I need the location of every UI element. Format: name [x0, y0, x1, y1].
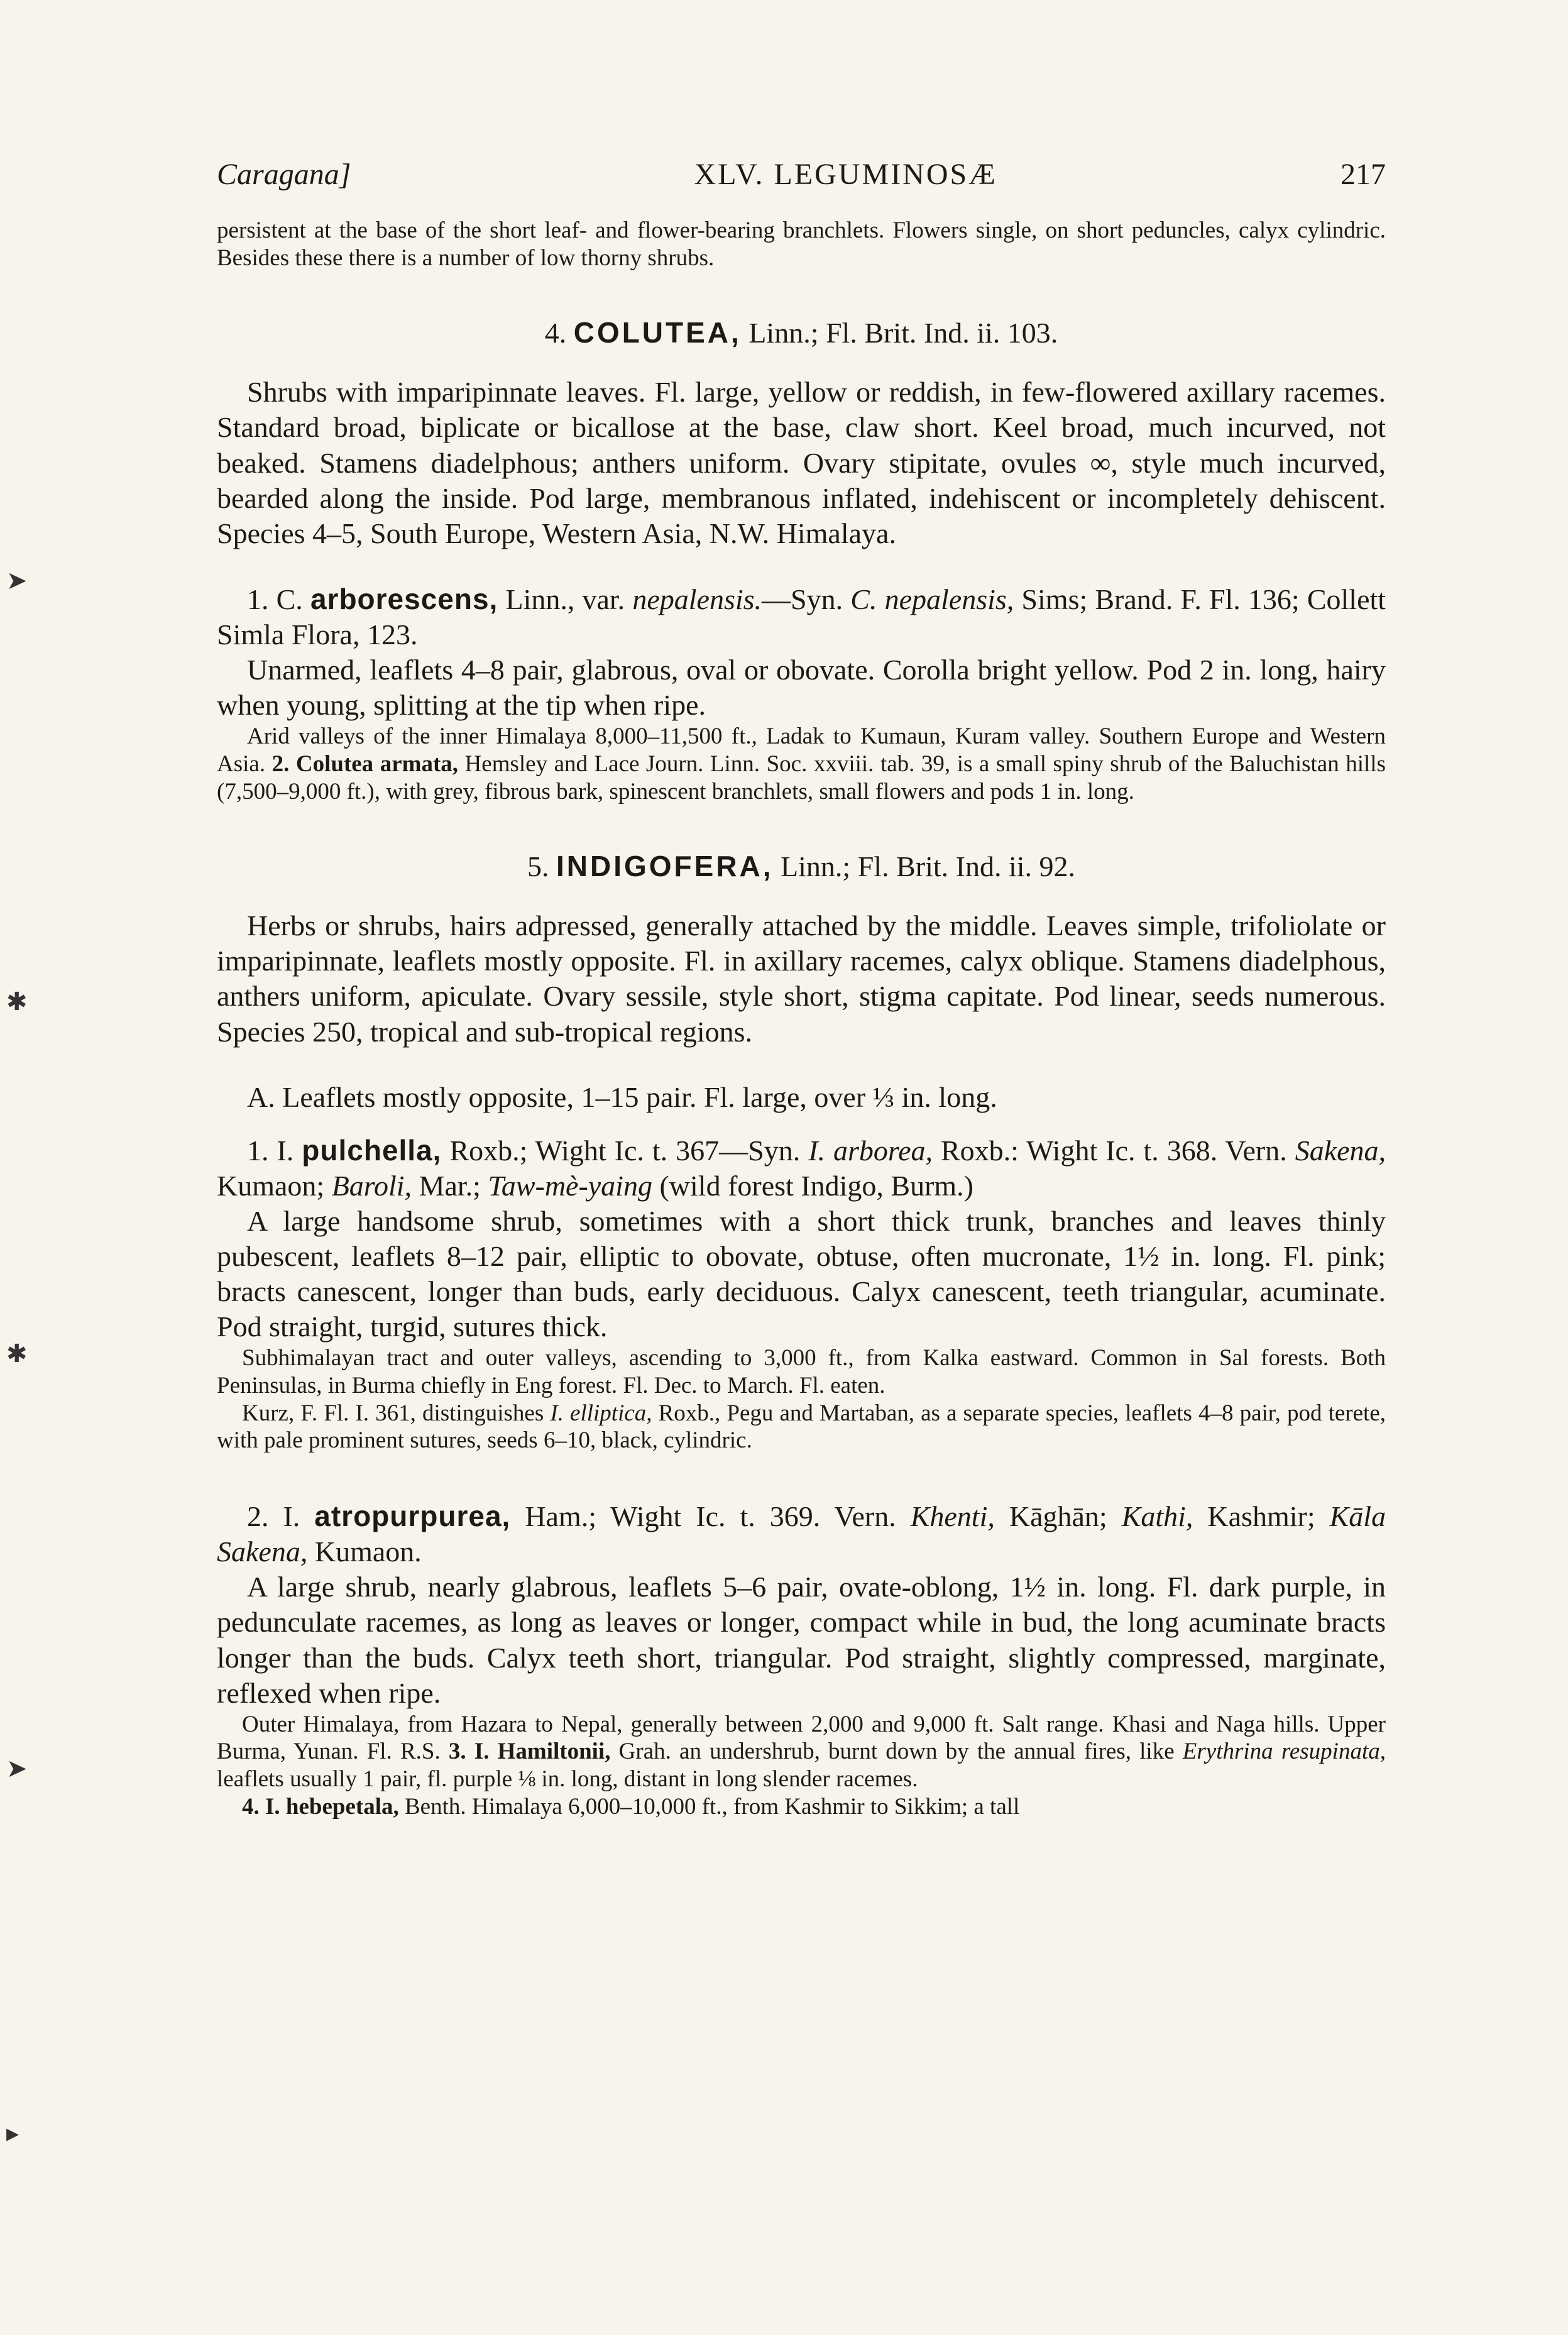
genus-reference: Linn.; Fl. Brit. Ind. ii. 92. — [781, 850, 1076, 883]
genus-heading-colutea — [217, 316, 1386, 349]
species-note — [217, 1711, 1386, 1793]
genus-name: COLUTEA, — [573, 316, 742, 349]
genus-name: INDIGOFERA, — [556, 850, 774, 883]
vernacular-name: Baroli, — [331, 1169, 412, 1202]
vernacular-name: Sakena, — [1295, 1134, 1386, 1167]
note-species-name: 3. I. Hamiltonii, — [448, 1739, 611, 1765]
note-species-name: I. elliptica, — [550, 1400, 652, 1426]
species-note — [217, 723, 1386, 805]
species-name: pulchella, — [302, 1133, 442, 1167]
species-number: 1. I. — [247, 1134, 294, 1167]
note-species-name: 4. I. hebepetala, — [242, 1793, 399, 1820]
genus-heading-indigofera — [217, 849, 1386, 883]
species-note — [217, 1400, 1386, 1454]
vernacular-name: Khenti, — [910, 1500, 995, 1533]
key-heading: A. Leaflets mostly opposite, 1–15 pair. Fl. large, over ⅓ in. long. — [247, 1080, 997, 1113]
running-header — [217, 157, 1386, 192]
note-text: leaflets usually 1 pair, fl. purple ⅛ in. long, distant in long slender racemes. — [217, 1766, 918, 1793]
note-text: Hemsley and Lace Journ. Linn. Soc. xxviii. tab. 39, is a small spiny shrub of the Baluchistan hills (7,500–9,000 ft.), with grey, fibrous bark, spinescent branchlets, small flowers and pods 1 in. long. — [217, 750, 1386, 805]
species-authority: Roxb.; Wight Ic. t. 367—Syn. — [449, 1134, 801, 1167]
species-description: Unarmed, leaflets 4–8 pair, glabrous, oval or obovate. Corolla bright yellow. Pod 2 in. long, hairy when young, splitting at the tip when ripe. — [217, 654, 1386, 722]
species-number: 1. C. — [247, 583, 303, 615]
species-authority: Ham.; Wight Ic. t. 369. Vern. — [525, 1500, 896, 1533]
genus-description-colutea: Shrubs with imparipinnate leaves. Fl. large, yellow or reddish, in few-flowered axillary racemes. Standard broad, biplicate or bicallose at the base, claw short. Keel broad, much incurved, not beaked. Stamens diadelphous; anthers uniform. Ovary stipitate, ovules ∞, style much incurved, bearded along the inside. Pod large, membranous inflated, indehiscent or incompletely dehiscent. Species 4–5, South Europe, Western Asia, N.W. Himalaya. — [217, 376, 1386, 549]
note-text: Kurz, F. Fl. I. 361, distinguishes — [242, 1400, 551, 1426]
synonym-name: C. nepalensis, — [850, 583, 1014, 615]
margin-mark-4: ➤ — [6, 1754, 28, 1783]
species-name: arborescens, — [310, 582, 498, 615]
header-title: XLV. LEGUMINOSÆ — [694, 158, 997, 191]
vernacular-name: Kathi, — [1121, 1500, 1193, 1533]
species-variety: nepalensis. — [632, 583, 762, 615]
synonym-references: Sims; Brand. F. Fl. 136; Collett Simla Flora, 123. — [217, 583, 1386, 651]
synonym-name: I. arborea, — [808, 1134, 933, 1167]
genus-description-indigofera: Herbs or shrubs, hairs adpressed, generally attached by the middle. Leaves simple, trifoliolate or imparipinnate, leaflets mostly opposite. Fl. in axillary racemes, calyx oblique. Stamens diadelphous, anthers uniform, apiculate. Ovary sessile, style short, stigma capitate. Pod linear, seeds numerous. Species 250, tropical and sub-tropical regions. — [217, 909, 1386, 1048]
genus-number: 5. — [527, 850, 549, 883]
species-note: Subhimalayan tract and outer valleys, ascending to 3,000 ft., from Kalka eastward. Common in Sal forests. Both Peninsulas, in Burma chiefly in Eng forest. Fl. Dec. to March. Fl. eaten. — [217, 1345, 1386, 1399]
margin-mark-2: ✱ — [6, 987, 28, 1016]
note-text: Outer Himalaya, from Hazara to Nepal, generally between 2,000 and 9,000 ft. Salt range. Khasi and Naga hills. Upper Burma, Yunan. Fl. R.S. — [217, 1711, 1386, 1765]
species-note — [217, 1793, 1386, 1821]
note-text: Arid valleys of the inner Himalaya 8,000–11,500 ft., Ladak to Kumaun, Kuram valley. Southern Europe and Western Asia. — [217, 723, 1386, 777]
note-species-name: Erythrina resupinata, — [1182, 1739, 1386, 1765]
page — [217, 157, 1386, 1820]
synonym-references: Roxb.: Wight Ic. t. 368. Vern. — [941, 1134, 1287, 1167]
vernacular-region: Kashmir; — [1207, 1500, 1315, 1533]
species-description: A large shrub, nearly glabrous, leaflets 5–6 pair, ovate-oblong, 1½ in. long. Fl. dark purple, in pedunculate racemes, as long as leaves or longer, compact while in bud, the long acuminate bracts longer than the buds. Calyx teeth short, triangular. Pod straight, slightly compressed, marginate, reflexed when ripe. — [217, 1571, 1386, 1709]
vernacular-region: Kumaon; — [217, 1169, 325, 1202]
page-number: 217 — [1340, 158, 1386, 191]
note-text: Grah. an undershrub, burnt down by the annual fires, like — [610, 1739, 1183, 1765]
margin-mark-1: ➤ — [6, 566, 28, 595]
genus-number: 4. — [544, 317, 567, 349]
species-description: A large handsome shrub, sometimes with a short thick trunk, branches and leaves thinly pubescent, leaflets 8–12 pair, elliptic to obovate, obtuse, often mucronate, 1½ in. long. Fl. pink; bracts canescent, longer than buds, early deciduous. Calyx canescent, teeth triangular, acuminate. Pod straight, turgid, sutures thick. — [217, 1205, 1386, 1343]
vernacular-region: Kumaon. — [314, 1536, 422, 1568]
species-number: 2. I. — [247, 1500, 300, 1533]
margin-mark-5: ▸ — [6, 2119, 19, 2147]
vernacular-region: Mar.; — [419, 1169, 481, 1202]
species-name: atropurpurea, — [314, 1500, 511, 1533]
intro-paragraph: persistent at the base of the short leaf- and flower-bearing branchlets. Flowers single, on short peduncles, calyx cylindric. Besides these there is a number of low thorny shrubs. — [217, 217, 1386, 271]
species-heading-colutea-arborescens — [217, 581, 1386, 652]
vernacular-region: (wild forest Indigo, Burm.) — [659, 1169, 973, 1202]
synonym-label: —Syn. — [762, 583, 843, 615]
margin-mark-3: ✱ — [6, 1339, 28, 1368]
genus-reference: Linn.; Fl. Brit. Ind. ii. 103. — [748, 317, 1058, 349]
note-species-name: 2. Colutea armata, — [271, 750, 459, 777]
vernacular-name: Taw-mè-yaing — [488, 1169, 652, 1202]
note-text: Roxb., Pegu and Martaban, as a separate species, leaflets 4–8 pair, pod terete, with pale prominent sutures, seeds 6–10, black, cylindric. — [217, 1400, 1386, 1454]
vernacular-name: Kāla Sakena, — [217, 1500, 1386, 1568]
species-heading-indigofera-pulchella — [217, 1133, 1386, 1204]
note-text: Benth. Himalaya 6,000–10,000 ft., from Kashmir to Sikkim; a tall — [398, 1793, 1020, 1820]
header-left: Caragana] — [217, 158, 351, 191]
species-heading-indigofera-atropurpurea — [217, 1498, 1386, 1569]
vernacular-region: Kāghān; — [1009, 1500, 1107, 1533]
species-authority: Linn., var. — [505, 583, 625, 615]
